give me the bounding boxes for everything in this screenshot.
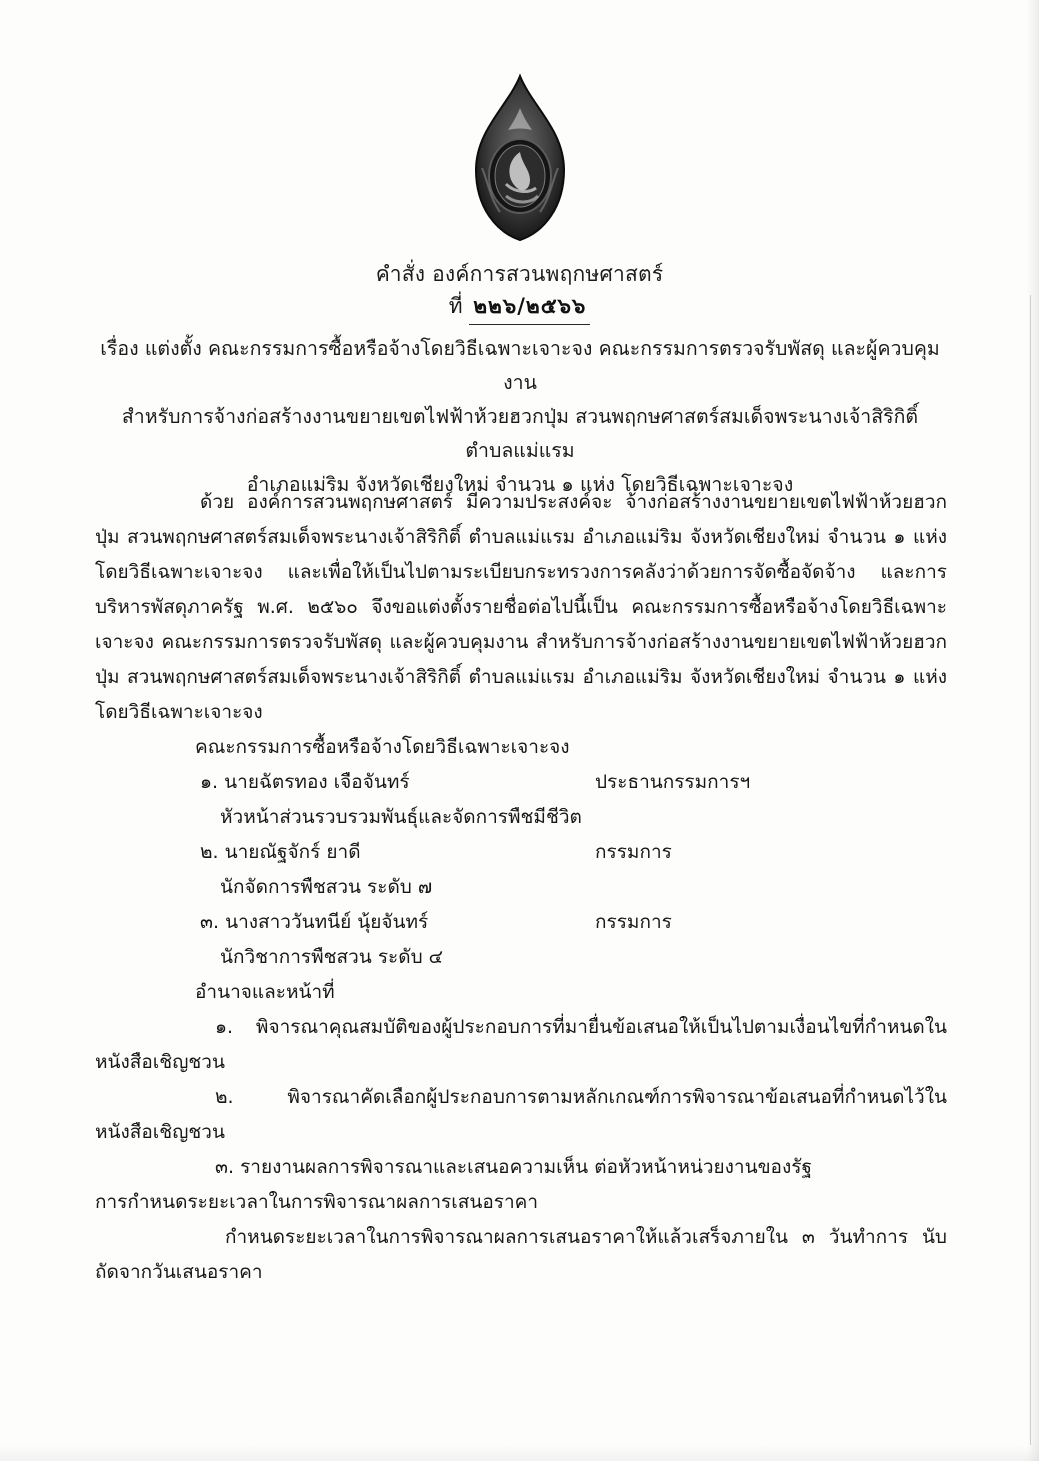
member-position: นักจัดการพืชสวน ระดับ ๗ — [220, 876, 433, 898]
document-title: คำสั่ง องค์การสวนพฤกษศาสตร์ — [375, 262, 664, 286]
subject-line-3: อำเภอแม่ริม จังหวัดเชียงใหม่ จำนวน ๑ แห่ง โดยวิธีเฉพาะเจาะจง — [246, 473, 794, 496]
member-number: ๑. — [200, 771, 219, 793]
duty-item: ๑. พิจารณาคุณสมบัติของผู้ประกอบการที่มายื่นข้อเสนอให้เป็นไปตามเงื่อนไขที่กำหนดในหนังสือเชิญชวน — [95, 1016, 947, 1073]
document-number-line — [0, 290, 1039, 325]
member-position: หัวหน้าส่วนรวบรวมพันธุ์และจัดการพืชมีชีวิต — [220, 806, 582, 828]
member-role: ประธานกรรมการฯ — [595, 771, 751, 793]
committee-heading: คณะกรรมการซื้อหรือจ้างโดยวิธีเฉพาะเจาะจง — [195, 736, 570, 758]
member-name: นายณัฐจักร์ ยาดี — [224, 841, 361, 863]
botanical-garden-organization-emblem-icon — [460, 72, 580, 247]
duty-item: ๓. รายงานผลการพิจารณาและเสนอความเห็น ต่อหัวหน้าหน่วยงานของรัฐ — [215, 1156, 812, 1178]
body-paragraph-1: ด้วย องค์การสวนพฤกษศาสตร์ มีความประสงค์จะ จ้างก่อสร้างงานขยายเขตไฟฟ้าห้วยฮวกปุ่ม สวนพฤกษศาสตร์สมเด็จพระนางเจ้าสิริกิติ์ ตำบลแม่แรม อำเภอแม่ริม จังหวัดเชียงใหม่ จำนวน ๑ แห่ง โดยวิธีเฉพาะเจาะจง และเพื่อให้เป็นไปตามระเบียบกระทรวงการคลังว่าด้วยการจัดซื้อจัดจ้าง และการบริหารพัสดุภาครัฐ พ.ศ. ๒๕๖๐ จึงขอแต่งตั้งรายชื่อต่อไปนี้เป็น คณะกรรมการซื้อหรือจ้างโดยวิธีเฉพาะเจาะจง คณะกรรมการตรวจรับพัสดุ และผู้ควบคุมงาน สำหรับการจ้างก่อสร้างงานขยายเขตไฟฟ้าห้วยฮวกปุ่ม สวนพฤกษศาสตร์สมเด็จพระนางเจ้าสิริกิติ์ ตำบลแม่แรม อำเภอแม่ริม จังหวัดเชียงใหม่ จำนวน ๑ แห่ง โดยวิธีเฉพาะเจาะจง — [95, 491, 947, 723]
timeframe-heading: การกำหนดระยะเวลาในการพิจารณาผลการเสนอราคา — [95, 1191, 538, 1213]
committee-member-row — [95, 905, 947, 940]
member-position: นักวิชาการพืชสวน ระดับ ๔ — [220, 946, 444, 968]
duties-heading: อำนาจและหน้าที่ — [195, 981, 335, 1003]
emblem-container — [0, 72, 1039, 251]
member-number: ๒. — [200, 841, 219, 863]
committee-member-row — [95, 765, 947, 800]
member-number: ๓. — [200, 911, 220, 933]
member-name: นางสาววันทนีย์ นุ้ยจันทร์ — [225, 911, 429, 933]
committee-member-row — [95, 835, 947, 870]
scan-artifact-line — [1030, 295, 1031, 1445]
document-number-value: ๒๒๖/๒๕๖๖ — [469, 290, 590, 325]
member-role: กรรมการ — [595, 841, 672, 863]
document-body — [95, 485, 947, 1290]
duty-item: ๒. พิจารณาคัดเลือกผู้ประกอบการตามหลักเกณฑ์การพิจารณาข้อเสนอที่กำหนดไว้ในหนังสือเชิญชวน — [95, 1086, 947, 1143]
timeframe-text: กำหนดระยะเวลาในการพิจารณาผลการเสนอราคาให้แล้วเสร็จภายใน ๓ วันทำการ นับถัดจากวันเสนอราคา — [95, 1226, 947, 1283]
subject-line-1: เรื่อง แต่งตั้ง คณะกรรมการซื้อหรือจ้างโดยวิธีเฉพาะเจาะจง คณะกรรมการตรวจรับพัสดุ และผู้ควบคุมงาน — [100, 337, 940, 394]
document-subject — [95, 332, 945, 502]
member-name: นายฉัตรทอง เจือจันทร์ — [224, 771, 410, 793]
document-number-prefix: ที่ — [448, 294, 463, 318]
member-role: กรรมการ — [595, 911, 672, 933]
subject-line-2: สำหรับการจ้างก่อสร้างงานขยายเขตไฟฟ้าห้วยฮวกปุ่ม สวนพฤกษศาสตร์สมเด็จพระนางเจ้าสิริกิติ์ ตำบลแม่แรม — [121, 405, 919, 462]
